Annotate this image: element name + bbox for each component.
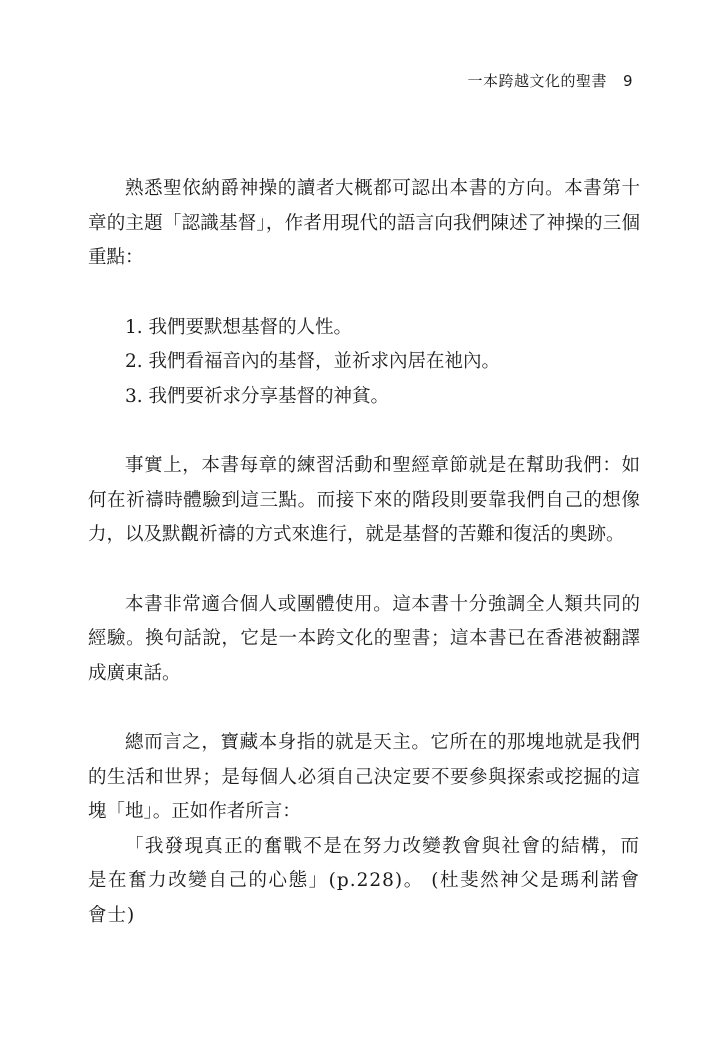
author-quote: 「我發現真正的奮戰不是在努力改變教會與社會的結構，而是在奮力改變自己的心態」(p.228)。 (杜斐然神父是瑪利諾會會士) [88,835,640,926]
paragraph-3: 本書非常適合個人或團體使用。這本書十分強調全人類共同的經驗。換句話說，它是一本跨文化的聖書；這本書已在香港被翻譯成廣東話。 [88,593,640,684]
list-item: 1. 我們要默想基督的人性。 [125,316,353,338]
page-number: 9 [622,72,633,90]
paragraph-1: 熟悉聖依納爵神操的讀者大概都可認出本書的方向。本書第十章的主題「認識基督」，作者用現代的語言向我們陳述了神操的三個重點： [88,178,640,268]
list-item: 3. 我們要祈求分享基督的神貧。 [125,385,390,407]
paragraph-2: 事實上，本書每章的練習活動和聖經章節就是在幫助我們：如何在祈禱時體驗到這三點。而接下來的階段則要靠我們自己的想像力，以及默觀祈禱的方式來進行，就是基督的苦難和復活的奧跡。 [88,455,640,545]
running-head [467,70,633,91]
book-title: 一本跨越文化的聖書 [467,72,607,90]
list-item: 2. 我們看福音內的基督，並祈求內居在祂內。 [125,351,501,372]
paragraph-4: 總而言之，寶藏本身指的就是天主。它所在的那塊地就是我們的生活和世界；是每個人必須自己決定要不要參與探索或挖掘的這塊「地」。正如作者所言： [88,732,640,822]
body-text [88,172,640,933]
numbered-list [88,311,640,415]
